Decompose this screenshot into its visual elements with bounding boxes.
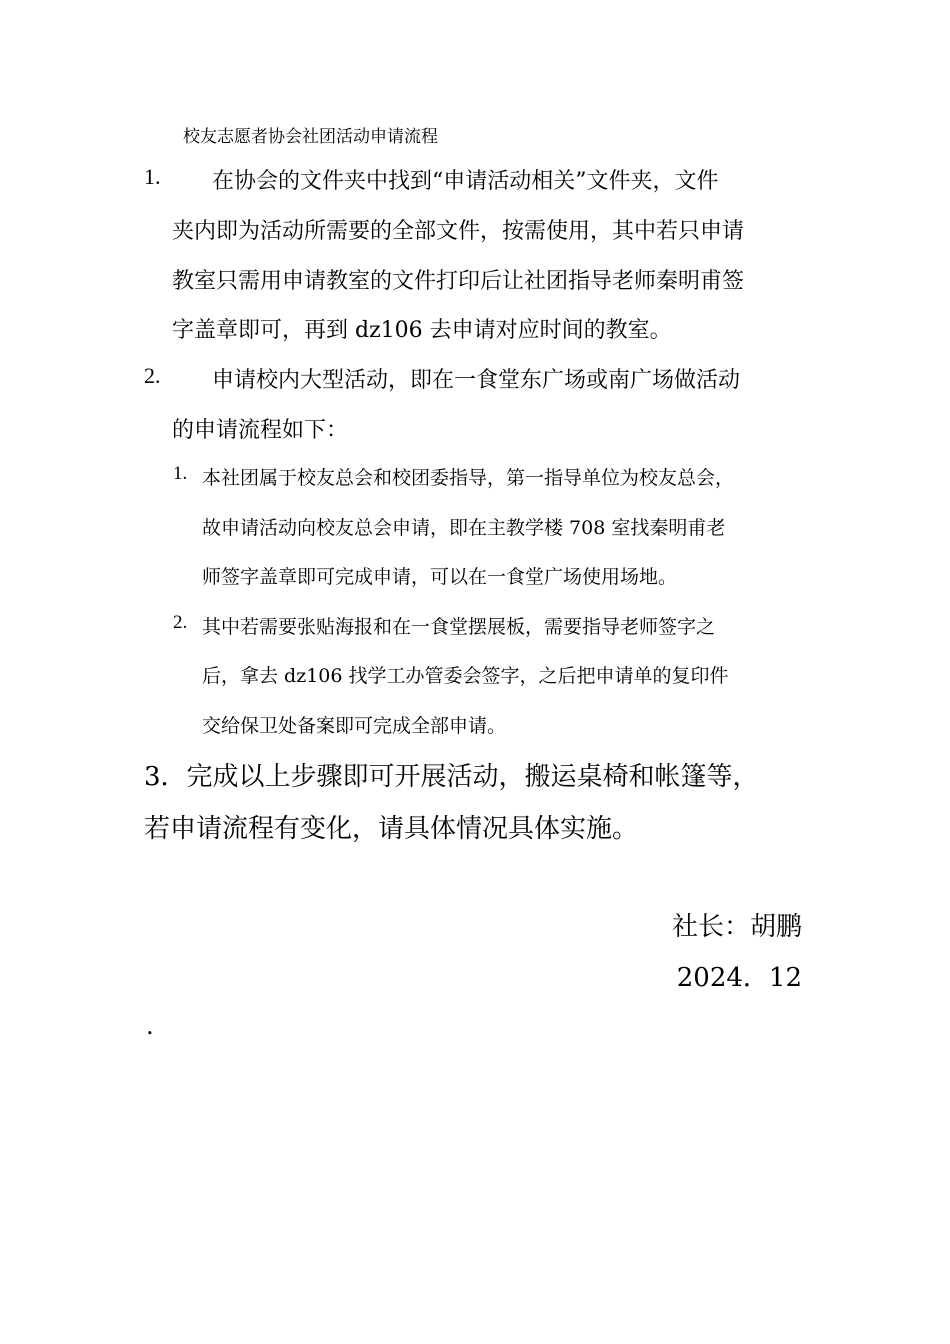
- document-title: 校友志愿者协会社团活动申请流程: [183, 127, 438, 147]
- item-1-line-3: 教室只需用申请教室的文件打印后让社团指导老师秦明甫签: [172, 269, 745, 294]
- signature-president: 社长：胡鹏: [671, 912, 802, 942]
- item-2-line-2: 的申请流程如下：: [172, 418, 349, 443]
- subitem-2-number: 2.: [173, 612, 188, 633]
- item-1-number: 1.: [144, 164, 161, 189]
- item-3-line-1: 3．完成以上步骤即可开展活动，搬运桌椅和帐篷等，: [144, 762, 759, 792]
- item-3-line-2: 若申请流程有变化，请具体情况具体实施。: [144, 814, 639, 844]
- subitem-1-number: 1.: [173, 463, 188, 484]
- item-1-line-2: 夹内即为活动所需要的全部文件，按需使用，其中若只申请: [172, 219, 745, 244]
- subitem-2-line-2: 后，拿去 dz106 找学工办管委会签字，之后把申请单的复印件: [202, 665, 729, 687]
- subitem-1-line-1: 本社团属于校友总会和校团委指导，第一指导单位为校友总会，: [202, 467, 735, 489]
- trailing-mark: .: [146, 1012, 154, 1040]
- subitem-2-line-3: 交给保卫处备案即可完成全部申请。: [202, 715, 507, 737]
- item-1-line-4: 字盖章即可，再到 dz106 去申请对应时间的教室。: [172, 318, 672, 343]
- item-2-number: 2.: [144, 363, 161, 388]
- item-2-line-1: 申请校内大型活动，即在一食堂东广场或南广场做活动: [212, 368, 741, 393]
- signature-date: 2024．12: [676, 963, 802, 993]
- subitem-1-line-2: 故申请活动向校友总会申请，即在主教学楼 708 室找秦明甫老: [202, 517, 726, 539]
- subitem-2-line-1: 其中若需要张贴海报和在一食堂摆展板，需要指导老师签字之: [202, 616, 716, 638]
- subitem-1-line-3: 师签字盖章即可完成申请，可以在一食堂广场使用场地。: [202, 566, 678, 588]
- item-1-line-1: 在协会的文件夹中找到“申请活动相关”文件夹，文件: [212, 169, 719, 194]
